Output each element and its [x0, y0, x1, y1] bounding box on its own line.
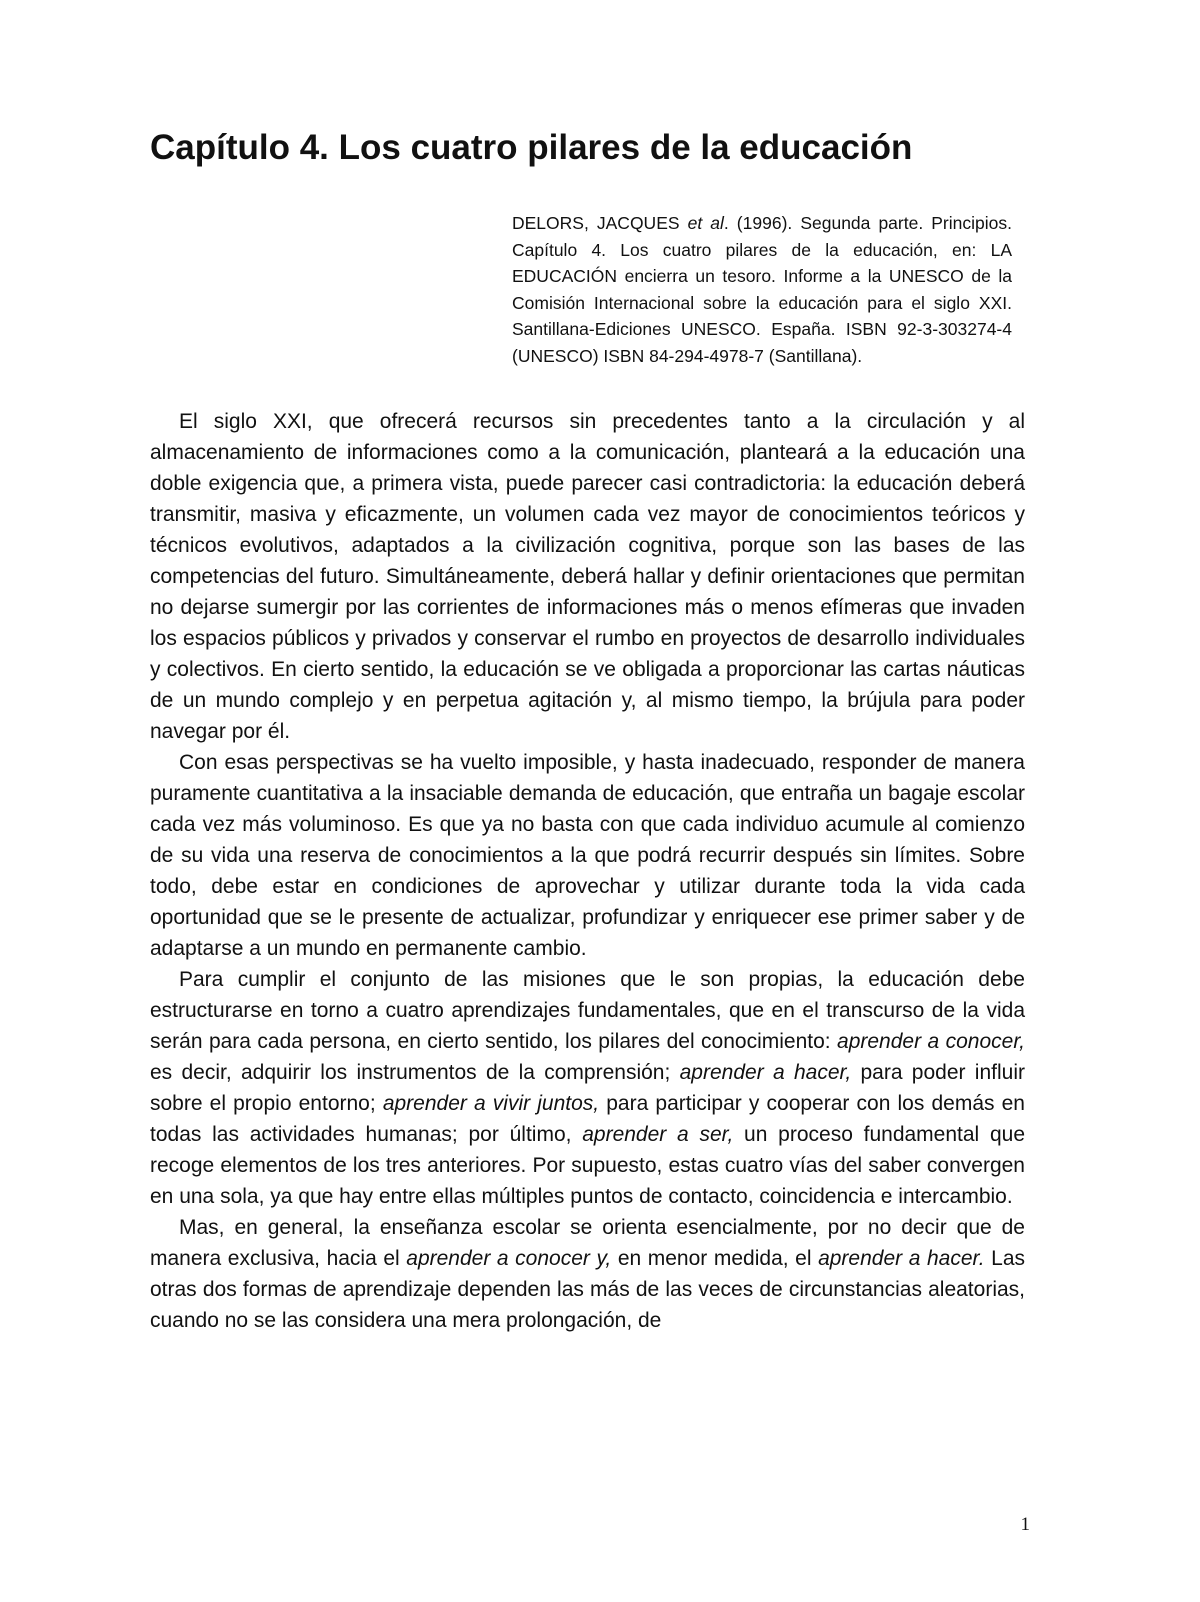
paragraph-4-text-b: en menor medida, el — [611, 1247, 819, 1270]
citation-etal: et al — [687, 213, 724, 233]
paragraph-3 — [150, 964, 1025, 1212]
paragraph-4 — [150, 1212, 1025, 1336]
paragraph-3-text-a: Para cumplir el conjunto de las misiones que le son propias, la educación debe estructurarse en torno a cuatro aprendizajes fundamentales, que en el transcurso de la vida serán para cada persona, en cierto sentido, los pilares del conocimiento: — [150, 968, 1025, 1053]
paragraph-3-text-c: para poder influir sobre el propio entorno; — [150, 1061, 1025, 1115]
paragraph-1: El siglo XXI, que ofrecerá recursos sin precedentes tanto a la circulación y al almacenamiento de informaciones como a la comunicación, planteará a la educación una doble exigencia que, a primera vista, puede parecer casi contradictoria: la educación deberá transmitir, masiva y eficazmente, un volumen cada vez mayor de conocimientos teóricos y técnicos evolutivos, adaptados a la civilización cognitiva, porque son las bases de las competencias del futuro. Simultáneamente, deberá hallar y definir orientaciones que permitan no dejarse sumergir por las corrientes de informaciones más o menos efímeras que invaden los espacios públicos y privados y conservar el rumbo en proyectos de desarrollo individuales y colectivos. En cierto sentido, la educación se ve obligada a proporcionar las cartas náuticas de un mundo complejo y en perpetua agitación y, al mismo tiempo, la brújula para poder navegar por él. — [150, 410, 1025, 743]
paragraph-3-text-e: un proceso fundamental que recoge elementos de los tres anteriores. Por supuesto, estas cuatro vías del saber convergen en una sola, ya que hay entre ellas múltiples puntos de contacto, coincidencia e intercambio. — [150, 1123, 1025, 1208]
paragraph-4-text-a: Mas, en general, la enseñanza escolar se orienta esencialmente, por no decir que de manera exclusiva, hacia el — [150, 1216, 1025, 1270]
paragraph-4-text-c: Las otras dos formas de aprendizaje dependen las más de las veces de circunstancias aleatorias, cuando no se las considera una mera prolongación, de — [150, 1247, 1025, 1332]
paragraph-2: Con esas perspectivas se ha vuelto imposible, y hasta inadecuado, responder de manera puramente cuantitativa a la insaciable demanda de educación, que entraña un bagaje escolar cada vez más voluminoso. Es que ya no basta con que cada individuo acumule al comienzo de su vida una reserva de conocimientos a la que podrá recurrir después sin límites. Sobre todo, debe estar en condiciones de aprovechar y utilizar durante toda la vida cada oportunidad que se le presente de actualizar, profundizar y enriquecer ese primer saber y de adaptarse a un mundo en permanente cambio. — [150, 751, 1025, 960]
paragraph-3-emphasis-vivir-juntos: aprender a vivir juntos, — [382, 1092, 600, 1115]
paragraph-3-emphasis-hacer: aprender a hacer, — [679, 1061, 852, 1084]
page-title: Capítulo 4. Los cuatro pilares de la educación — [150, 128, 913, 167]
citation-authors: DELORS, JACQUES — [512, 213, 680, 233]
paragraph-3-text-b: es decir, adquirir los instrumentos de la comprensión; — [150, 1061, 680, 1084]
paragraph-4-emphasis-hacer: aprender a hacer. — [818, 1247, 985, 1270]
page-number: 1 — [1020, 1514, 1030, 1535]
bibliographic-citation — [512, 210, 1012, 369]
paragraph-4-emphasis-conocer: aprender a conocer y, — [406, 1247, 612, 1270]
paragraph-3-text-d: para participar y cooperar con los demás en todas las actividades humanas; por último, — [150, 1092, 1025, 1146]
paragraph-3-emphasis-ser: aprender a ser, — [582, 1123, 734, 1146]
citation-details: . (1996). Segunda parte. Principios. Capítulo 4. Los cuatro pilares de la educación, en: LA EDUCACIÓN encierra un tesoro. Informe a la UNESCO de la Comisión Internacional sobre la educación para el siglo XXI. Santillana-Ediciones UNESCO. España. ISBN 92-3-303274-4 (UNESCO) ISBN 84-294-4978-7 (Santillana). — [512, 213, 1012, 366]
paragraph-3-emphasis-conocer: aprender a conocer, — [837, 1030, 1026, 1053]
body-text — [150, 406, 1025, 1336]
